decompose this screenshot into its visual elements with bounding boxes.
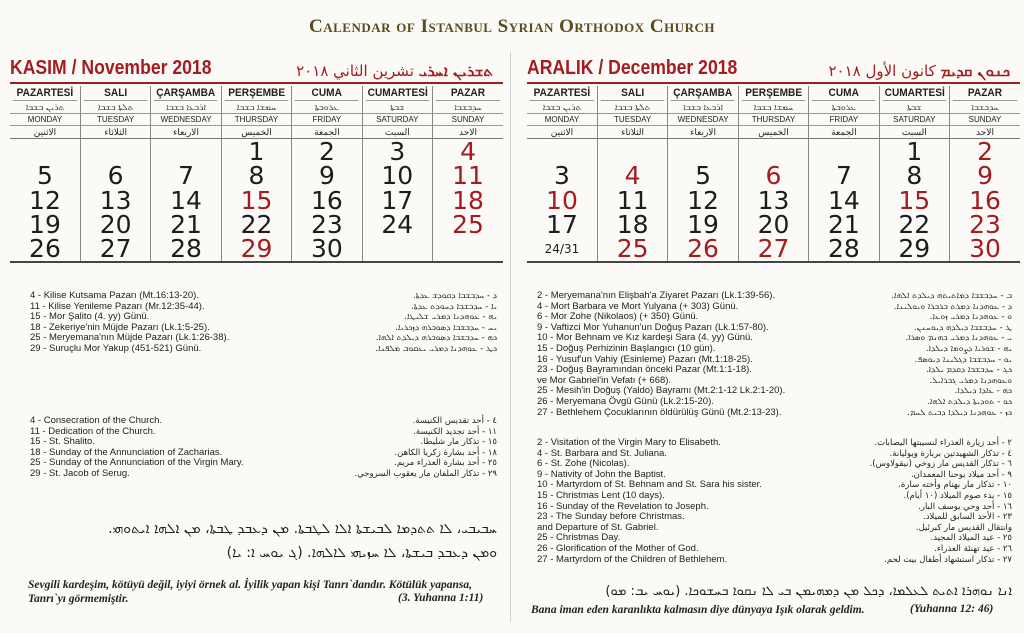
day-name-ar: الجمعة: [809, 126, 878, 139]
event-line: 23 - Doğuş Bayramından önceki Pazar (Mt.1:1-18).: [537, 364, 752, 376]
day-cell: 22: [221, 213, 291, 238]
day-cell: 7: [809, 164, 879, 189]
day-name-syriac: ܫܒܬܐ: [363, 101, 432, 114]
day-cell: 28: [151, 237, 221, 262]
event-line: ܟܗ - ܚܕܒܫܒܐ ܕܣܘܒܪܗ ܕܝܠܕܬ ܐܠܗܐ.: [375, 333, 497, 344]
day-cell: 30: [950, 237, 1020, 262]
day-header: [950, 86, 1020, 139]
november-quote-ref: (3. Yuhanna 1:11): [398, 592, 484, 604]
day-name-tr: PERŞEMBE: [742, 86, 806, 101]
event-line: 27 - Bethlehem Çocuklarının öldürülüş Günü (Mt.2:13-23).: [537, 406, 782, 418]
day-name-ar: الخميس: [739, 126, 808, 139]
day-name-syriac: ܫܒܬܐ: [880, 101, 949, 114]
day-cell: 5: [10, 164, 80, 189]
day-name-en: SATURDAY: [363, 114, 432, 126]
day-name-ar: الاحد: [950, 126, 1020, 139]
week-row: [527, 164, 1020, 189]
event-line: 6 - Mor Zohe (Nikolaos) (+ 350) Günü.: [537, 311, 699, 323]
event-line: ٢٥ - عيد الميلاد المجيد.: [930, 533, 1012, 544]
event-line: 25 - Mesih'in Doğuş (Yaldo) Bayramı (Mt.2:1-12 Lk.2:1-20).: [537, 385, 786, 397]
day-header: [738, 86, 808, 139]
day-cell: 29: [221, 237, 291, 262]
event-line: 25 - Christmas Day.: [537, 532, 621, 544]
day-cell: 6: [80, 164, 150, 189]
event-line: ܝܗ - ܫܘܪܝܐ ܕܨܘܡܐ ܕܝܠܕܐ.: [925, 343, 1012, 354]
day-name-ar: الثلاثاء: [598, 126, 667, 139]
day-cell: [151, 139, 221, 164]
day-name-tr: CUMA: [812, 86, 876, 101]
event-line: ٢٣ - الأحد السابق للميلاد.: [923, 512, 1012, 523]
event-line: 18 - Sunday of the Annunciation of Zacharias.: [30, 446, 223, 458]
day-cell: [597, 139, 667, 164]
day-cell: 21: [151, 213, 221, 238]
day-name-en: MONDAY: [527, 114, 597, 126]
event-line: ܟܛ - ܥܘܗܕܢܐ ܕܡܪܝ ܝܥܩܘܒ ܡܠܦܢܐ.: [375, 343, 497, 354]
day-cell: 10: [527, 188, 597, 213]
event-line: ܝܘ - ܚܕܒܫܒܐ ܕܓܠܝܢܐ ܕܝܘܣܦ.: [914, 354, 1012, 365]
day-cell: 12: [10, 188, 80, 213]
event-line: ٢٧ - تذكار استشهاد أطفال بيت لحم.: [884, 554, 1012, 565]
day-cell: 18: [452, 185, 484, 215]
day-cell: [80, 139, 150, 164]
day-name-ar: الخميس: [222, 126, 291, 139]
event-line: ٢ - أحد زيارة العذراء لنسيبتها اليصابات.: [874, 438, 1012, 448]
december-events-arabic: [812, 438, 1012, 565]
day-cell: 21: [809, 213, 879, 238]
day-cell: 22: [879, 213, 949, 238]
event-line: 25 - Meryemana'nın Müjde Pazarı (Lk.1:26-38).: [30, 332, 230, 344]
day-name-en: FRIDAY: [809, 114, 878, 126]
center-divider: [510, 52, 511, 622]
day-name-syriac: ܐܪܒܥܐ ܒܫܒܐ: [151, 101, 220, 114]
event-line: ١٦ - أحد وحي يوسف البار.: [918, 501, 1012, 512]
day-cell: 7: [151, 164, 221, 189]
december-quote: Bana iman eden karanlıkta kalmasın diye dünyaya Işık olarak geldim.: [531, 604, 865, 616]
day-cell: 13: [738, 188, 808, 213]
day-name-en: THURSDAY: [222, 114, 291, 126]
day-cell: 11: [597, 188, 667, 213]
event-line: ١٥ - تذكار مار شليطا.: [420, 437, 497, 448]
event-line: 15 - Doğuş Perhizinin Başlangıcı (10 gün).: [537, 342, 716, 354]
day-name-syriac: ܥܪܘܒܬܐ: [809, 101, 878, 114]
event-line: 16 - Yusuf'un Vahiy (Esinleme) Pazarı (Mt.1:18-25).: [537, 353, 753, 365]
day-cell: 18: [597, 213, 667, 238]
day-name-ar: الاربعاء: [151, 126, 220, 139]
event-line: 26 - Glorification of the Mother of God.: [537, 542, 699, 554]
day-name-tr: CUMARTESİ: [884, 87, 945, 99]
event-line: 16 - Sunday of the Revelation to Joseph.: [537, 500, 709, 512]
december-syriac-month: ܟܢܘܢ ܩܕܝܡ: [940, 62, 1010, 80]
day-name-ar: السبت: [880, 126, 949, 139]
day-cell: 6: [738, 164, 808, 189]
day-name-syriac: ܬܠܬܐ ܒܫܒܐ: [81, 101, 150, 114]
day-header: [433, 86, 503, 139]
event-line: 15 - Mor Şalito (4. yy) Günü.: [30, 311, 150, 323]
day-cell: 27: [80, 237, 150, 262]
day-cell: 19: [10, 213, 80, 238]
december-quote-ref: (Yuhanna 12: 46): [910, 603, 994, 615]
page-title: Calendar of Istanbul Syrian Orthodox Church: [309, 16, 715, 37]
event-line: 26 - Meryemana Övgü Günü (Lk.2:15-20).: [537, 395, 714, 407]
november-header: [10, 52, 503, 84]
day-cell: 17: [362, 188, 432, 213]
december-events-syriac: [852, 291, 1012, 418]
event-line: ܟܓ - ܚܕܒܫܒܐ ܕܩܕܡ ܝܠܕܐ.: [925, 365, 1012, 376]
day-cell: 3: [362, 139, 432, 164]
day-name-tr: PAZARTESİ: [530, 86, 594, 101]
december-events-turkish: [537, 291, 785, 418]
day-cell: 23: [292, 213, 362, 238]
day-name-en: FRIDAY: [292, 114, 361, 126]
day-cell: 5: [668, 164, 738, 189]
event-line: ١٠ - تذكار مار بهنام وأخته سارة.: [898, 480, 1012, 491]
event-line: ܝܚ - ܚܕܒܫܒܐ ܕܣܘܒܪܗ ܕܙܟܪܝܐ.: [395, 322, 497, 333]
day-cell: 1: [879, 139, 949, 164]
event-line: 15 - Christmas Lent (10 days).: [537, 489, 665, 501]
day-cell: [738, 139, 808, 164]
day-cell: 12: [668, 188, 738, 213]
day-cell: [809, 139, 879, 164]
day-cell: 26: [668, 237, 738, 262]
day-cell: 16: [969, 185, 1001, 215]
event-line: ܕ - ܥܘܗܕܢܐ ܕܡܪܬ ܒܪܒܪܐ ܘܝܘܠܝܢܐ.: [893, 301, 1012, 312]
day-name-tr: ÇARŞAMBA: [671, 86, 735, 101]
day-cell: 9: [292, 164, 362, 189]
day-cell: 4: [460, 136, 476, 166]
day-header: [809, 86, 879, 139]
day-name-en: TUESDAY: [81, 114, 150, 126]
day-cell: 24/31: [527, 237, 597, 262]
day-name-ar: الثلاثاء: [81, 126, 150, 139]
day-name-tr: SALI: [84, 86, 148, 101]
event-line: 15 - St. Shalito.: [30, 436, 95, 448]
day-name-syriac: ܚܕܒܫܒܐ: [950, 101, 1020, 114]
day-cell: 25: [597, 237, 667, 262]
day-cell: 28: [809, 237, 879, 262]
event-line: 11 - Kilise Yenileme Pazarı (Mr.12:35-44).: [30, 300, 205, 312]
day-name-en: SATURDAY: [880, 114, 949, 126]
day-cell: 15: [879, 188, 949, 213]
day-cell: 10: [362, 164, 432, 189]
event-line: ٤ - تذكار الشهيدتين بربارة ويوليانة.: [889, 448, 1012, 459]
week-row: [10, 188, 503, 213]
day-header: [879, 86, 949, 139]
november-syriac-month: ܬܫܪܝܢ ܐܚܪܝ: [418, 62, 493, 80]
event-line: 29 - St. Jacob of Serug.: [30, 467, 130, 479]
day-name-tr: CUMARTESİ: [367, 87, 428, 99]
day-header: [292, 86, 362, 139]
day-name-syriac: ܚܡܫܐ ܒܫܒܐ: [739, 101, 808, 114]
day-cell: 8: [221, 164, 291, 189]
day-cell: 4: [597, 164, 667, 189]
event-line: ٦ - تذكار القديس مار زوخي (نيقولاوس).: [869, 459, 1012, 470]
november-quote: Sevgili kardeşim, kötüyü değil, iyiyi örnek al. İyilik yapan kişi Tanrı`dandır. Kötülük yapansa, Tanrı`yı görmemiştir.: [28, 579, 472, 605]
november-grid: [10, 86, 503, 263]
day-name-ar: السبت: [363, 126, 432, 139]
event-line: 10 - Martyrdom of St. Behnam and St. Sara his sister.: [537, 479, 762, 491]
day-name-ar: الجمعة: [292, 126, 361, 139]
december-events-english: [537, 438, 762, 565]
december-alt-month: [766, 62, 1020, 80]
event-line: ܟܘ - ܬܘܕܝܬܐ ܕܝܠܕܬ ܐܠܗܐ.: [927, 396, 1012, 407]
day-cell: 17: [527, 213, 597, 238]
december-syriac-quote: ܐܢܐ ܢܘܗܪܐ ܐܬܝܬ ܠܥܠܡܐ، ܕܟܠ ܡܢ ܕܡܗܝܡܢ ܒܝ ܠܐ ܢܩܘܐ ܒܚܫܘܟܐ. (ܝܘܚ ܝܒ: ܡܘ): [605, 584, 1012, 599]
event-line: ܟܗ - ܥܐܕܐ ܕܝܠܕܐ.: [954, 386, 1012, 397]
day-name-syriac: ܬܠܬܐ ܒܫܒܐ: [598, 101, 667, 114]
day-name-tr: PAZAR: [436, 86, 500, 101]
day-name-en: WEDNESDAY: [668, 114, 737, 126]
week-row: [10, 139, 503, 164]
day-name-ar: الاحد: [433, 126, 503, 139]
day-cell: 1: [221, 139, 291, 164]
day-cell: 16: [292, 188, 362, 213]
event-line: ܛ - ܚܕܒܫܒܐ ܕܝܠܕܗ ܕܝܘܚܢܢ.: [913, 322, 1012, 333]
november-heading: KASIM / November 2018: [10, 57, 212, 79]
day-name-syriac: ܥܪܘܒܬܐ: [292, 101, 361, 114]
day-name-ar: الاثنين: [10, 126, 80, 139]
week-row: [10, 237, 503, 262]
event-line: 29 - Suruçlu Mor Yakup (451-521) Günü.: [30, 342, 202, 354]
day-cell: [527, 139, 597, 164]
day-header: [527, 86, 597, 139]
december-arabic-month: كانون الأول ٢٠١٨: [828, 62, 936, 80]
day-cell: 2: [292, 139, 362, 164]
event-line: وانتقال القديس مار كبرئيل.: [915, 522, 1012, 533]
event-line: 18 - Zekeriye'nin Müjde Pazarı (Lk.1:5-25).: [30, 321, 210, 333]
event-line: ܝ - ܥܘܗܕܢܐ ܕܡܪܝ ܒܗܢܡ ܘܣܪܐ.: [905, 333, 1012, 344]
day-cell: 25: [452, 210, 484, 239]
day-name-syriac: ܚܡܫܐ ܒܫܒܐ: [222, 101, 291, 114]
day-cell: 20: [738, 213, 808, 238]
day-name-ar: الاثنين: [527, 126, 597, 139]
event-line: ١١ - أحد تجديد الكنيسة.: [413, 426, 497, 437]
day-name-tr: PERŞEMBE: [225, 86, 289, 101]
day-cell: 30: [292, 237, 362, 262]
day-name-en: WEDNESDAY: [151, 114, 220, 126]
day-header: [151, 86, 221, 139]
day-cell: 23: [969, 210, 1001, 239]
event-line: ٢٩ - تذكار الملفان مار يعقوب السروجي.: [354, 468, 497, 479]
day-header: [80, 86, 150, 139]
event-line: ܟܙ - ܥܘܗܕܢܐ ܕܝܠܕܐ ܕܒܝܬ ܠܚܡ.: [907, 407, 1012, 418]
event-line: ٩ - أحد ميلاد يوحنا المعمدان.: [910, 469, 1012, 480]
november-events-english: [30, 416, 244, 480]
event-line: ܘܥܘܗܕܢܐ ܕܡܪܝ ܓܒܪܐܝܠ.: [929, 375, 1012, 386]
event-line: ve Mor Gabriel'in Vefatı (+ 668).: [537, 374, 672, 386]
day-cell: 11: [452, 161, 484, 190]
event-line: 4 - Mort Barbara ve Mort Yulyana (+ 303) Günü.: [537, 300, 739, 312]
november-syriac-quote-2: ܘܡܢ ܕܥܒܕ ܒܝܫܬܐ، ܠܐ ܚܙܝܗܝ ܠܐܠܗܐ. (ܓ ܝܘܚ ܐ: ܝܐ): [226, 545, 497, 561]
day-name-syriac: ܬܪܝܢ ܒܫܒܐ: [527, 101, 597, 114]
day-cell: 29: [879, 237, 949, 262]
day-name-tr: PAZAR: [953, 86, 1017, 101]
event-line: 9 - Vaftizci Mor Yuhanun'un Doğuş Pazarı (Lk.1:57-80).: [537, 321, 769, 333]
week-row: [527, 237, 1020, 262]
event-line: 10 - Mor Behnam ve Kız kardeşi Sara (4. yy) Günü.: [537, 332, 753, 344]
day-name-tr: ÇARŞAMBA: [154, 86, 218, 101]
event-line: ܒ - ܚܕܒܫܒܐ ܕܡܐܬܝܬܗ ܕܝܠܕܬ ܐܠܗܐ.: [891, 291, 1012, 301]
event-line: 4 - St. Barbara and St. Juliana.: [537, 447, 667, 459]
event-line: ٢٦ - عيد تهنئة العذراء.: [934, 543, 1012, 554]
week-row: [527, 139, 1020, 164]
november-alt-month: [239, 62, 503, 80]
day-name-en: TUESDAY: [598, 114, 667, 126]
day-cell: 26: [10, 237, 80, 262]
event-line: ܕ - ܚܕܒܫܒܐ ܕܩܘܕܫ ܥܕܬܐ.: [412, 291, 497, 301]
event-line: 23 - The Sunday before Christmas.: [537, 511, 685, 523]
day-name-syriac: ܚܕܒܫܒܐ: [433, 101, 503, 114]
day-name-en: THURSDAY: [739, 114, 808, 126]
day-cell: 15: [221, 188, 291, 213]
day-cell: [433, 237, 503, 262]
november-arabic-month: تشرين الثاني ٢٠١٨: [296, 62, 414, 80]
day-header: [362, 86, 432, 139]
day-header: [668, 86, 738, 139]
day-name-syriac: ܐܪܒܥܐ ܒܫܒܐ: [668, 101, 737, 114]
event-line: 4 - Kilise Kutsama Pazarı (Mt.16:13-20).: [30, 290, 199, 301]
event-line: ܝܐ - ܚܕܒܫܒܐ ܕܚܘܕܬ ܥܕܬܐ.: [411, 301, 497, 312]
event-line: ܝܗ - ܥܘܗܕܢܐ ܕܡܪܝ ܫܠܝܛܐ.: [404, 312, 497, 323]
day-cell: 20: [80, 213, 150, 238]
day-cell: 3: [527, 164, 597, 189]
event-line: 25 - Sunday of the Annunciation of the Virgin Mary.: [30, 457, 244, 469]
event-line: 11 - Dedication of the Church.: [30, 425, 156, 437]
event-line: ٤ - أحد تقديس الكنيسة.: [412, 416, 497, 426]
day-name-en: SUNDAY: [950, 114, 1020, 126]
week-row: [527, 188, 1020, 213]
event-line: 2 - Meryemana'nın Elişbah'a Ziyaret Pazarı (Lk.1:39-56).: [537, 290, 776, 301]
day-cell: [362, 237, 432, 262]
day-name-en: MONDAY: [10, 114, 80, 126]
event-line: ١٨ - أحد بشارة زكريا الكاهن.: [394, 447, 497, 458]
event-line: 4 - Consecration of the Church.: [30, 415, 163, 426]
day-cell: 27: [738, 237, 808, 262]
event-line: ٢٥ - أحد بشارة العذراء مريم.: [394, 458, 497, 469]
day-name-syriac: ܬܪܝܢ ܒܫܒܐ: [10, 101, 80, 114]
december-grid: [527, 86, 1020, 263]
day-name-en: SUNDAY: [433, 114, 503, 126]
event-line: and Departure of St. Gabriel.: [537, 521, 659, 533]
day-header: [10, 86, 80, 139]
day-name-ar: الاربعاء: [668, 126, 737, 139]
week-row: [10, 164, 503, 189]
event-line: 2 - Visitation of the Virgin Mary to Elisabeth.: [537, 437, 721, 448]
december-heading: ARALIK / December 2018: [527, 57, 738, 79]
november-calendar: [10, 52, 503, 263]
day-cell: 2: [977, 136, 993, 166]
event-line: ܘ - ܥܘܗܕܢܐ ܕܡܪܝ ܙܘܥܐ.: [929, 312, 1012, 323]
day-cell: [10, 139, 80, 164]
december-header: [527, 52, 1020, 84]
day-cell: 14: [151, 188, 221, 213]
event-line: ١٥ - بدء صوم الميلاد (١٠ أيام).: [903, 490, 1012, 501]
november-syriac-quote-1: ܚܒܝܒܝ، ܠܐ ܬܬܕܡܐ ܠܒܝܫܬܐ ܐܠܐ ܠܛܒܬܐ. ܡܢ ܕܥܒܕ ܛܒܬܐ، ܡܢ ܐܠܗܐ ܐܝܬܘܗܝ.: [108, 521, 497, 537]
day-cell: 19: [668, 213, 738, 238]
november-events-arabic: [297, 416, 497, 480]
november-events-syriac: [317, 291, 497, 355]
day-cell: 8: [879, 164, 949, 189]
day-cell: 14: [809, 188, 879, 213]
event-line: 6 - St. Zohe (Nicolas).: [537, 458, 630, 470]
event-line: 27 - Martyrdom of the Children of Bethlehem.: [537, 553, 728, 565]
day-header: [597, 86, 667, 139]
day-header: [221, 86, 291, 139]
day-cell: 13: [80, 188, 150, 213]
day-cell: 9: [977, 161, 993, 190]
december-calendar: [527, 52, 1020, 263]
day-cell: 24: [362, 213, 432, 238]
day-name-tr: PAZARTESİ: [13, 86, 77, 101]
day-name-tr: SALI: [601, 86, 665, 101]
november-events-turkish: [30, 291, 229, 355]
event-line: 9 - Nativity of John the Baptist.: [537, 468, 666, 480]
day-cell: [668, 139, 738, 164]
day-name-tr: CUMA: [295, 86, 359, 101]
